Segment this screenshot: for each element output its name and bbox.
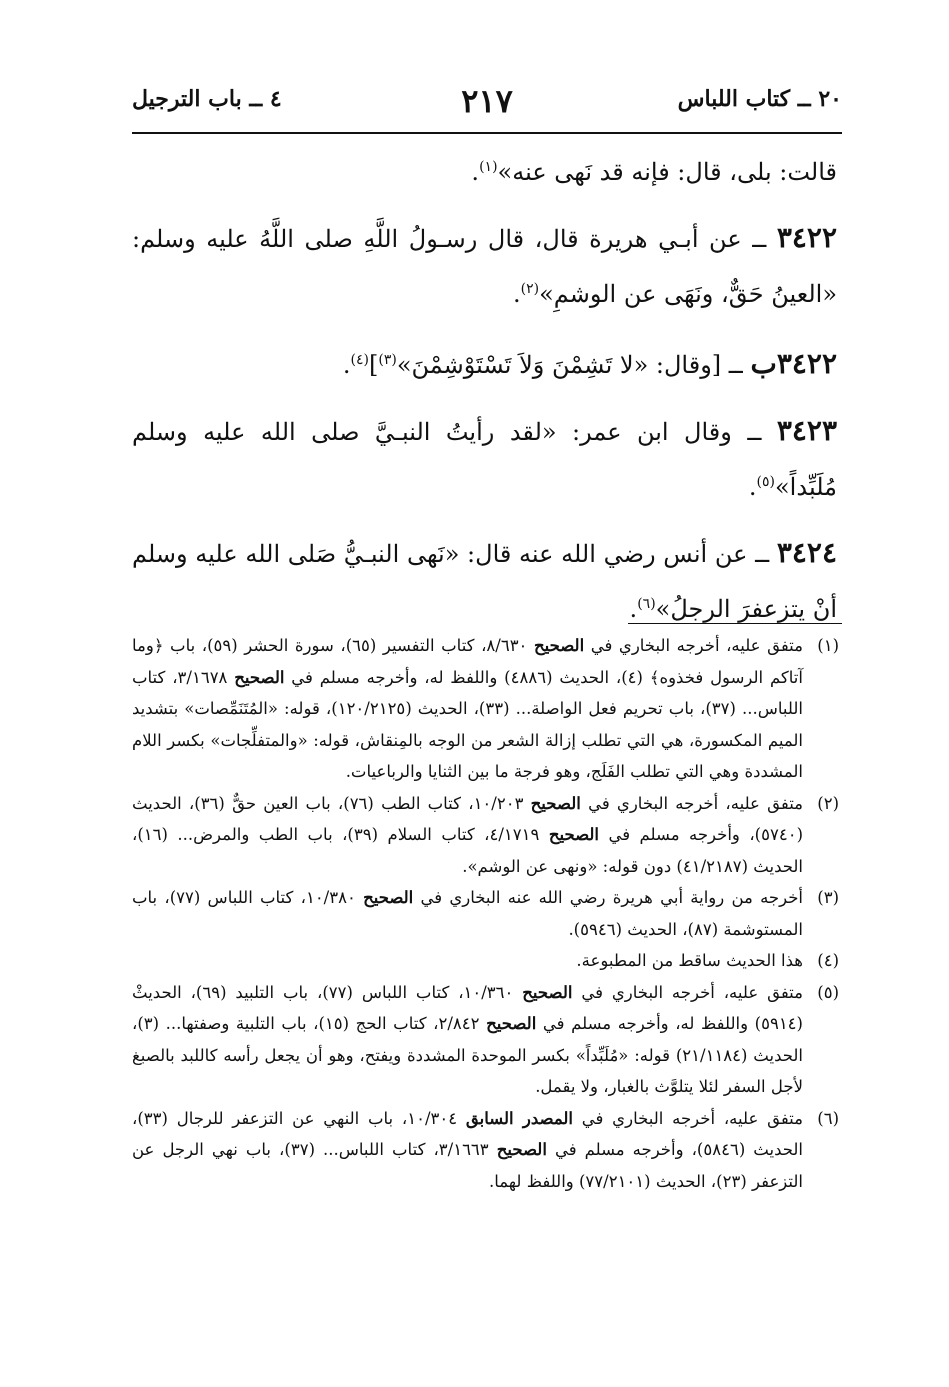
footnote-number: (٤) (817, 951, 839, 970)
paragraph-text: قالت: بلى، قال: فإنه قد نَهى عنه» (497, 158, 837, 186)
header-rule (132, 132, 842, 134)
hadith-text: ــ عن أنس رضي الله عنه قال: «نَهى النبـيُّ صَلى الله عليه وسلم أنْ يتزعفرَ الرجلُ» (132, 540, 837, 623)
footnote: (٦) متفق عليه، أخرجه البخاري في المصدر السابق ١٠/٣٠٤، باب النهي عن التزعفر للرجال (٣٣)، الحديث (٥٨٤٦)، وأخرجه مسلم في الصحيح ٣/١٦٦٣، كتاب اللباس... (٣٧)، باب نهي الرجل عن التزعفر (٢٣)، الحديث (٧٧/٢١٠١) واللفظ لهما. (132, 1103, 839, 1198)
footnote: (٥) متفق عليه، أخرجه البخاري في الصحيح ١٠/٣٦٠، كتاب اللباس (٧٧)، باب التلبيد (٦٩)، الحديثْ (٥٩١٤) واللفظ له، وأخرجه مسلم في الصحيح ٢/٨٤٢، كتاب الحج (١٥)، باب التلبية وصفتها... (٣)، الحديث (٢١/١١٨٤) قوله: «مُلَبِّداً» بكسر الموحدة المشددة ويفتح، وهو أن يجعل رأسه كاللبد بالصبغ لأجل السفر لئلا يتلوَّث بالغبار، ولا يقمل. (132, 977, 839, 1103)
footnote: (١) متفق عليه، أخرجه البخاري في الصحيح ٨/٦٣٠، كتاب التفسير (٦٥)، سورة الحشر (٥٩)، باب ﴿وما آتاكم الرسول فخذوه﴾ (٤)، الحديث (٤٨٨٦) واللفظ له، وأخرجه مسلم في الصحيح ٣/١٦٧٨، كتاب اللباس... (٣٧)، باب تحريم فعل الواصلة... (٣٣)، الحديث (١٢٠/٢١٢٥)، قوله: «المُتَنَمِّصات» بتشديد الميم المكسورة، هي التي تطلب إزالة الشعر من الوجه بالمِنقاش، قوله: «والمتفلِّجات» بكسر اللام المشددة وهي التي تطلب الفَلَج، وهو فرجة ما بين الثنايا والرباعيات. (132, 630, 839, 788)
hadith-paragraph: ٣٤٢٤ ــ عن أنس رضي الله عنه قال: «نَهى النبـيُّ صَلى الله عليه وسلم أنْ يتزعفرَ الرجلُ»$^{(٦)}$. (132, 536, 837, 623)
header-chapter: ٢٠ ــ كتاب اللباس (677, 86, 842, 112)
footnote: (٣) أخرجه من رواية أبي هريرة رضي الله عنه البخاري في الصحيح ١٠/٣٨٠، كتاب اللباس (٧٧)، باب المستوشمة (٨٧)، الحديث (٥٩٤٦). (132, 882, 839, 945)
footnote: (٤) هذا الحديث ساقط من المطبوعة. (132, 945, 839, 977)
hadith-number: ٣٤٢٢ (776, 221, 837, 254)
footnote-ref: (١) (479, 159, 498, 175)
footnotes (132, 630, 839, 1197)
footnote-ref: (٣) (378, 352, 397, 368)
hadith-text: ــ عن أبـي هريرة قال، قال رسـولُ اللَّهِ صلى اللَّهُ عليه وسلم: «العينُ حَقٌّ، ونَهَى عن الوشمِ» (132, 225, 837, 308)
footnote-number: (١) (817, 636, 839, 655)
footnote-ref: (٤) (350, 352, 369, 368)
header-section: ٤ ــ باب الترجيل (132, 86, 282, 112)
hadith-paragraph: ٣٤٢٣ ــ وقال ابن عمر: «لقد رأيتُ النبـيَّ صلى الله عليه وسلم مُلَبِّداً»$^{(٥)}$. (132, 414, 837, 501)
running-header (132, 82, 842, 126)
footnote-ref: (٦) (637, 596, 656, 612)
hadith-number: ٣٤٢٢ب (750, 347, 837, 380)
footnote-ref: (٥) (756, 474, 775, 490)
footnote-number: (٦) (817, 1108, 839, 1128)
hadith-paragraph: ٣٤٢٢ ــ عن أبـي هريرة قال، قال رسـولُ اللَّهِ صلى اللَّهُ عليه وسلم: «العينُ حَقٌّ، ونَهَى عن الوشمِ»$^{(٢)}$. (132, 221, 837, 308)
paragraph: قالت: بلى، قال: فإنه قد نَهى عنه»$^{(١)}$. (471, 158, 837, 186)
hadith-text: ــ [وقال: «لا تَشِمْنَ وَلاَ تَسْتَوْشِمْنَ» (396, 351, 743, 379)
footnote-number: (٣) (817, 888, 839, 907)
hadith-paragraph: ٣٤٢٢ب ــ [وقال: «لا تَشِمْنَ وَلاَ تَسْتَوْشِمْنَ»$^{(٣)}$]$^{(٤)}$. (342, 347, 837, 380)
footnote-number: (٥) (817, 982, 839, 1002)
main-text (132, 142, 837, 650)
hadith-number: ٣٤٢٣ (776, 414, 837, 447)
footnote-ref: (٢) (520, 281, 540, 297)
hadith-text: ــ وقال ابن عمر: «لقد رأيتُ النبـيَّ صلى الله عليه وسلم مُلَبِّداً» (132, 418, 837, 501)
footnote-number: (٢) (817, 793, 839, 813)
footnote: (٢) متفق عليه، أخرجه البخاري في الصحيح ١٠/٢٠٣، كتاب الطب (٧٦)، باب العين حقٌّ (٣٦)، الحديث (٥٧٤٠)، وأخرجه مسلم في الصحيح ٤/١٧١٩، كتاب السلام (٣٩)، باب الطب والمرض... (١٦)، الحديث (٤١/٢١٨٧) دون قوله: «ونهى عن الوشم». (132, 788, 839, 883)
page-number: ٢١٧ (461, 82, 513, 120)
hadith-number: ٣٤٢٤ (776, 536, 837, 569)
footnote-rule (628, 623, 842, 624)
